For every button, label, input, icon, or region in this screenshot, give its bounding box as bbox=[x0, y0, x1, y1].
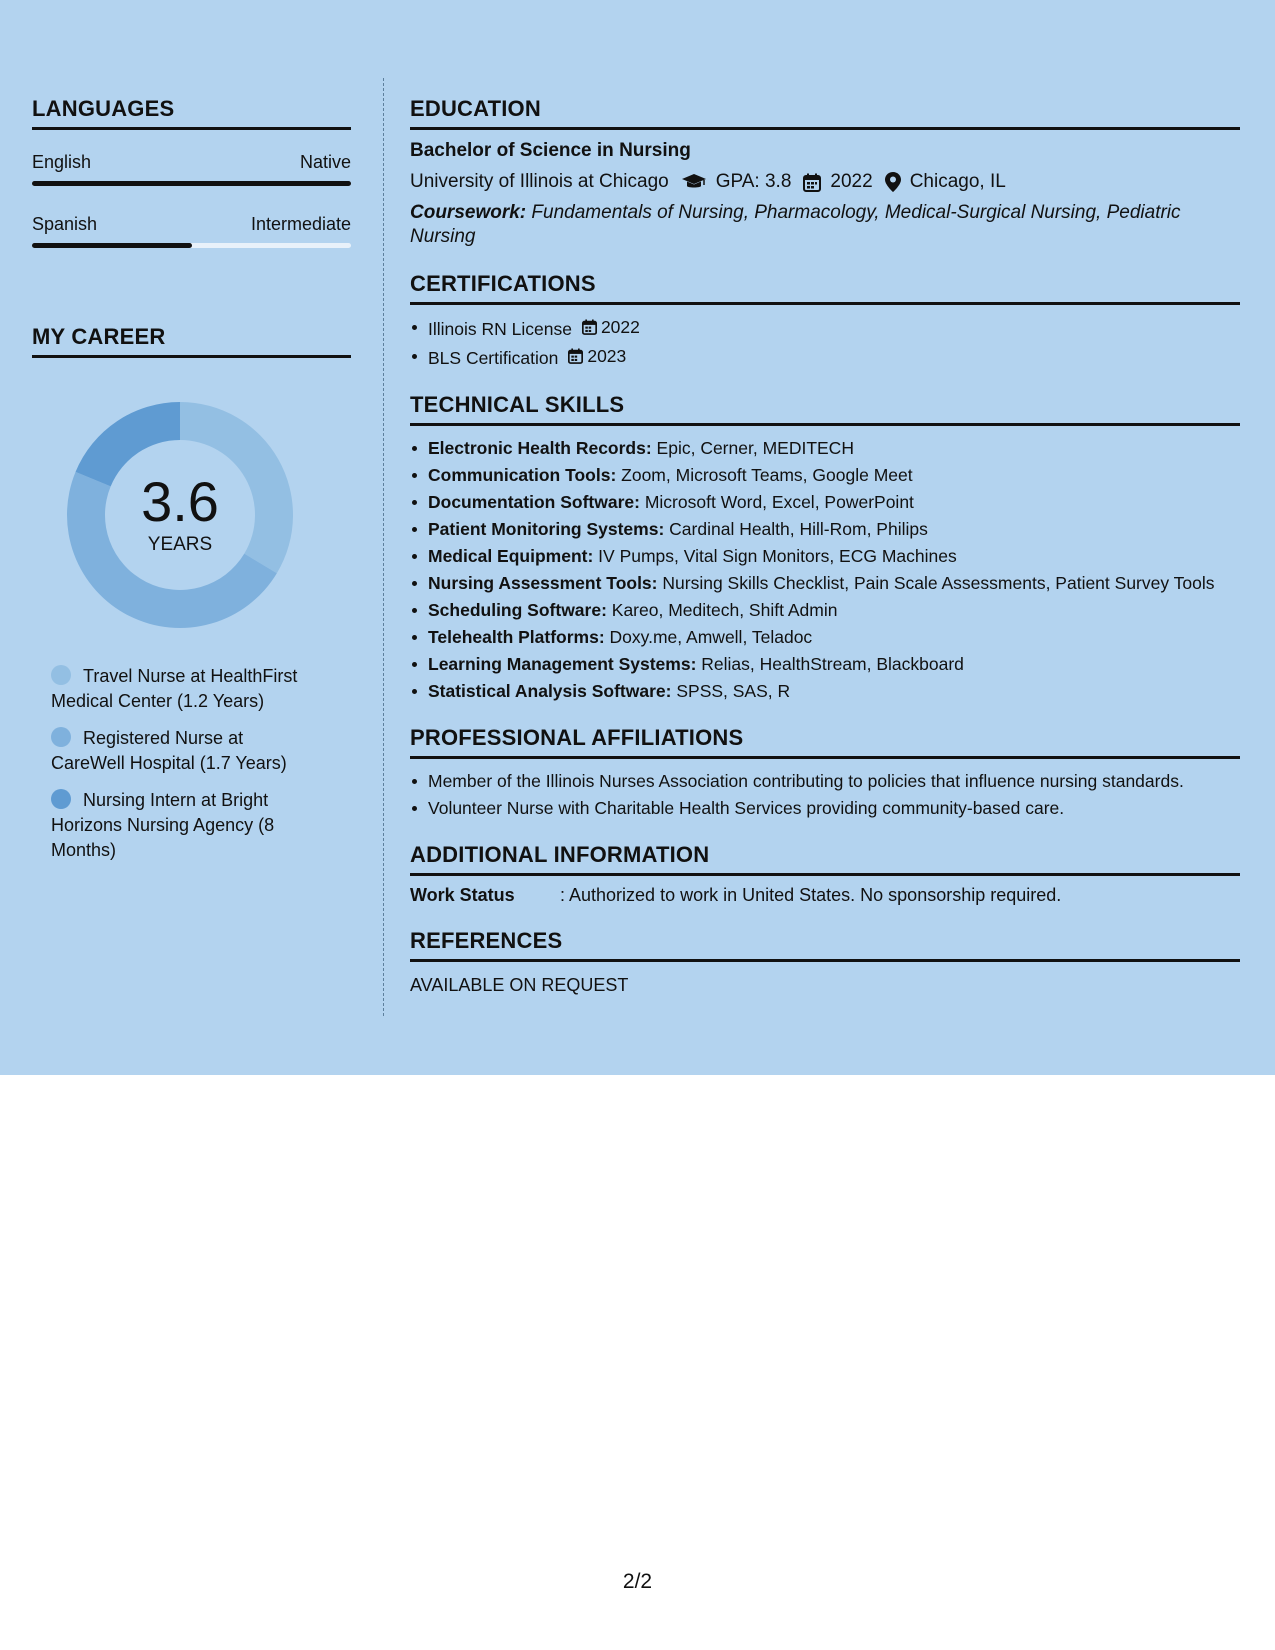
list-item bbox=[410, 463, 1240, 487]
skill-category: Telehealth Platforms: bbox=[428, 627, 605, 647]
language-proficiency-fill bbox=[32, 243, 192, 248]
language-proficiency-fill bbox=[32, 181, 351, 186]
page-number: 2/2 bbox=[622, 1570, 653, 1593]
legend-swatch bbox=[51, 789, 71, 809]
graduation-year: 2022 bbox=[830, 171, 873, 192]
skill-values: Relias, HealthStream, Blackboard bbox=[701, 654, 964, 674]
legend-swatch bbox=[51, 665, 71, 685]
calendar-icon bbox=[803, 173, 821, 192]
languages-heading: LANGUAGES bbox=[32, 96, 351, 130]
skill-values: Epic, Cerner, MEDITECH bbox=[656, 438, 854, 458]
education-heading: EDUCATION bbox=[410, 96, 1240, 130]
legend-swatch bbox=[51, 727, 71, 747]
skill-category: Electronic Health Records: bbox=[428, 438, 652, 458]
location-pin-icon bbox=[885, 172, 901, 192]
career-heading: MY CAREER bbox=[32, 324, 351, 358]
skill-category: Learning Management Systems: bbox=[428, 654, 697, 674]
languages-section bbox=[32, 96, 351, 248]
references-section bbox=[410, 928, 1240, 996]
language-item bbox=[32, 214, 351, 248]
language-item bbox=[32, 152, 351, 186]
career-total-years: 3.6 bbox=[141, 470, 219, 533]
additional-info-heading: ADDITIONAL INFORMATION bbox=[410, 842, 1240, 876]
calendar-icon bbox=[582, 319, 597, 335]
language-name: English bbox=[32, 152, 92, 172]
work-status-value: : Authorized to work in United States. No sponsorship required. bbox=[560, 885, 1062, 905]
list-item: Member of the Illinois Nurses Association contributing to policies that influence nursing standards. bbox=[410, 769, 1240, 793]
school-name: University of Illinois at Chicago bbox=[410, 171, 669, 192]
career-unit: YEARS bbox=[147, 534, 213, 555]
list-item bbox=[410, 571, 1240, 595]
career-section bbox=[32, 324, 351, 863]
skill-values: SPSS, SAS, R bbox=[676, 681, 791, 701]
list-item bbox=[410, 679, 1240, 703]
education-section bbox=[410, 96, 1240, 249]
skill-category: Communication Tools: bbox=[428, 465, 617, 485]
certification-name: Illinois RN License bbox=[428, 319, 572, 339]
language-proficiency-bar bbox=[32, 243, 351, 248]
skill-values: Microsoft Word, Excel, PowerPoint bbox=[644, 492, 914, 512]
references-heading: REFERENCES bbox=[410, 928, 1240, 962]
legend-item bbox=[51, 664, 321, 714]
skill-values: IV Pumps, Vital Sign Monitors, ECG Machines bbox=[598, 546, 957, 566]
coursework-label: Coursework: bbox=[410, 202, 527, 223]
list-item bbox=[410, 315, 1240, 341]
calendar-icon bbox=[568, 348, 583, 364]
certifications-section bbox=[410, 271, 1240, 370]
skill-values: Zoom, Microsoft Teams, Google Meet bbox=[621, 465, 913, 485]
list-item bbox=[410, 436, 1240, 460]
school-location: Chicago, IL bbox=[909, 171, 1006, 192]
work-status-label: Work Status bbox=[410, 885, 515, 905]
legend-label: Nursing Intern at Bright Horizons Nursing Agency (8 Months) bbox=[51, 790, 275, 860]
list-item bbox=[410, 517, 1240, 541]
skill-category: Documentation Software: bbox=[428, 492, 640, 512]
skill-category: Nursing Assessment Tools: bbox=[428, 573, 658, 593]
graduation-cap-icon bbox=[681, 173, 707, 191]
list-item bbox=[410, 625, 1240, 649]
career-donut-chart bbox=[65, 400, 295, 630]
skill-values: Cardinal Health, Hill-Rom, Philips bbox=[669, 519, 928, 539]
list-item bbox=[410, 598, 1240, 622]
left-column bbox=[32, 96, 351, 875]
legend-item bbox=[51, 726, 321, 776]
column-divider bbox=[383, 78, 384, 1016]
career-legend bbox=[51, 664, 321, 863]
skill-category: Statistical Analysis Software: bbox=[428, 681, 672, 701]
list-item bbox=[410, 652, 1240, 676]
certification-name: BLS Certification bbox=[428, 348, 559, 368]
coursework-list: Fundamentals of Nursing, Pharmacology, Medical-Surgical Nursing, Pediatric Nursing bbox=[410, 202, 1181, 247]
list-item: Volunteer Nurse with Charitable Health Services providing community-based care. bbox=[410, 796, 1240, 820]
legend-label: Travel Nurse at HealthFirst Medical Center (1.2 Years) bbox=[51, 666, 298, 711]
coursework bbox=[410, 201, 1240, 249]
language-level: Intermediate bbox=[250, 214, 351, 234]
legend-item bbox=[51, 788, 321, 863]
skill-category: Scheduling Software: bbox=[428, 600, 607, 620]
certification-year: 2022 bbox=[600, 317, 640, 337]
degree-title: Bachelor of Science in Nursing bbox=[410, 140, 691, 161]
skill-values: Kareo, Meditech, Shift Admin bbox=[611, 600, 838, 620]
skill-values: Doxy.me, Amwell, Teladoc bbox=[609, 627, 813, 647]
additional-info-section bbox=[410, 842, 1240, 906]
skill-category: Patient Monitoring Systems: bbox=[428, 519, 665, 539]
education-details bbox=[410, 171, 1240, 193]
references-text: AVAILABLE ON REQUEST bbox=[410, 975, 629, 995]
right-column bbox=[410, 96, 1240, 996]
certifications-heading: CERTIFICATIONS bbox=[410, 271, 1240, 305]
legend-label: Registered Nurse at CareWell Hospital (1.7 Years) bbox=[51, 728, 287, 773]
skill-values: Nursing Skills Checklist, Pain Scale Assessments, Patient Survey Tools bbox=[662, 573, 1215, 593]
list-item bbox=[410, 490, 1240, 514]
language-level: Native bbox=[299, 152, 351, 172]
list-item bbox=[410, 544, 1240, 568]
gpa: GPA: 3.8 bbox=[715, 171, 792, 192]
language-name: Spanish bbox=[32, 214, 98, 234]
list-item bbox=[410, 344, 1240, 370]
affiliations-section bbox=[410, 725, 1240, 820]
technical-skills-heading: TECHNICAL SKILLS bbox=[410, 392, 1240, 426]
certification-year: 2023 bbox=[587, 346, 627, 366]
skill-category: Medical Equipment: bbox=[428, 546, 594, 566]
technical-skills-section bbox=[410, 392, 1240, 703]
language-proficiency-bar bbox=[32, 181, 351, 186]
affiliations-heading: PROFESSIONAL AFFILIATIONS bbox=[410, 725, 1240, 759]
